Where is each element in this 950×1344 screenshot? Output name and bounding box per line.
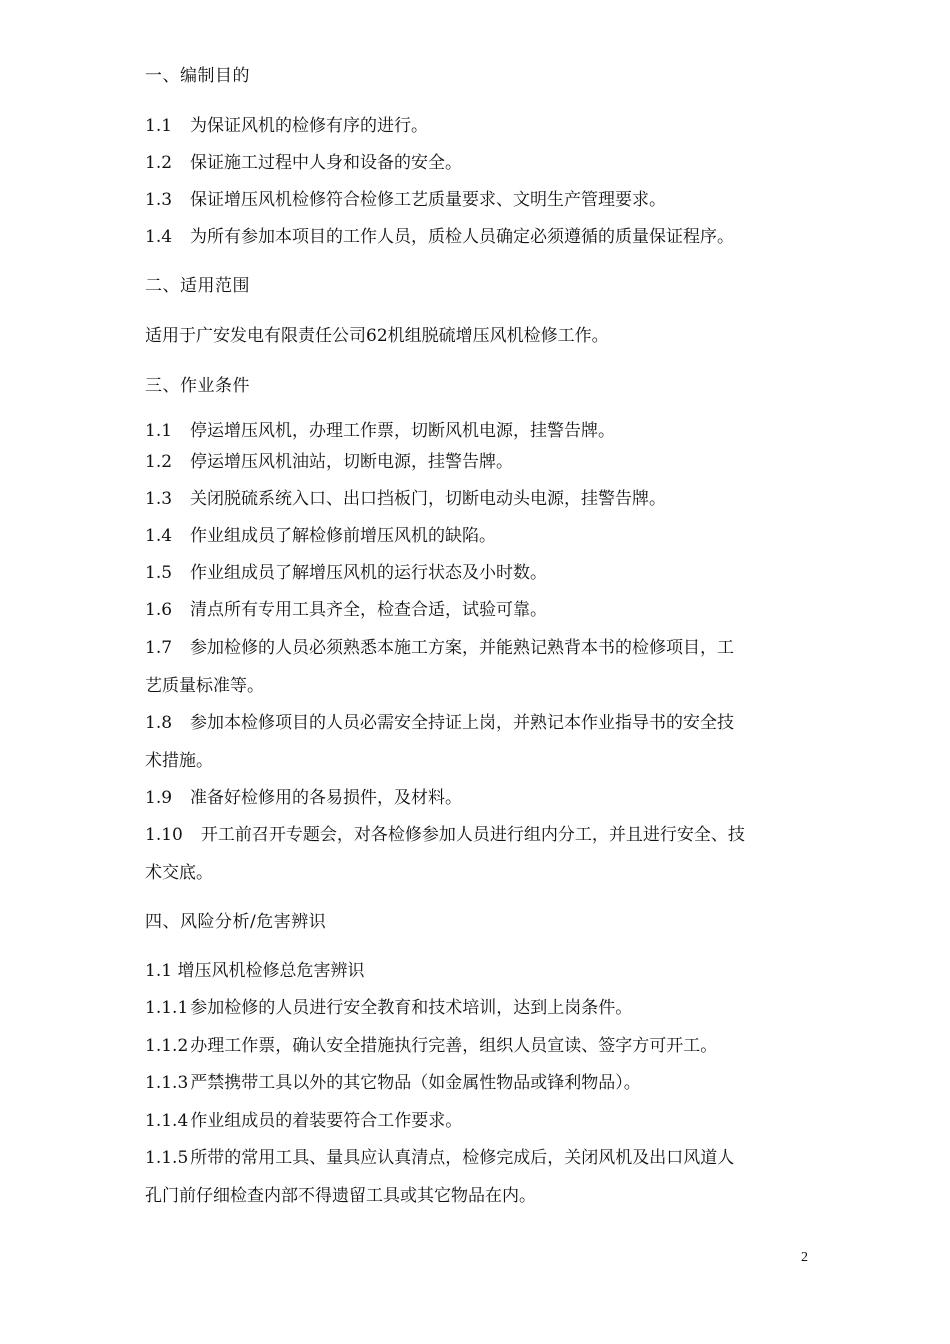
item-text: 为所有参加本项目的工作人员，质检人员确定必须遵循的质量保证程序。 (190, 227, 735, 247)
list-item (145, 562, 547, 584)
item-number: 1.2 (145, 153, 173, 173)
item-text: 保证增压风机检修符合检修工艺质量要求、文明生产管理要求。 (190, 190, 667, 210)
item-number: 1.9 (145, 788, 173, 808)
item-number: 1.5 (145, 563, 173, 583)
list-item (145, 451, 513, 473)
list-item (145, 1072, 641, 1094)
section-heading: 一、编制目的 (145, 66, 250, 86)
section-heading: 二、适用范围 (145, 276, 250, 296)
list-item (145, 189, 666, 211)
item-text: 作业组成员的着装要符合工作要求。 (190, 1111, 463, 1131)
item-text: 停运增压风机油站，切断电源，挂警告牌。 (190, 452, 514, 472)
list-item (145, 824, 745, 846)
item-number: 1.4 (145, 526, 173, 546)
list-item (145, 420, 615, 442)
list-item-continuation: 术交底。 (145, 863, 213, 883)
item-number: 1.1.5 (145, 1148, 189, 1168)
list-item (145, 599, 547, 621)
list-item (145, 152, 462, 174)
item-text: 所带的常用工具、量具应认真清点，检修完成后，关闭风机及出口风道人 (190, 1148, 735, 1168)
item-number: 1.10 (145, 825, 183, 845)
list-item (145, 787, 462, 809)
item-text: 停运增压风机，办理工作票，切断风机电源，挂警告牌。 (190, 421, 616, 441)
item-number: 1.1.1 (145, 998, 189, 1018)
item-text: 保证施工过程中人身和设备的安全。 (190, 153, 463, 173)
item-number: 1.8 (145, 713, 173, 733)
item-text: 为保证风机的检修有序的进行。 (190, 116, 429, 136)
item-number: 1.1.4 (145, 1111, 189, 1131)
item-number: 1.1 (145, 116, 173, 136)
item-number: 1.3 (145, 190, 173, 210)
item-number: 1.2 (145, 452, 173, 472)
item-text: 清点所有专用工具齐全，检查合适，试验可靠。 (190, 600, 548, 620)
item-text: 开工前召开专题会，对各检修参加人员进行组内分工，并且进行安全、技 (200, 825, 745, 845)
list-item-continuation: 孔门前仔细检查内部不得遗留工具或其它物品在内。 (145, 1186, 536, 1206)
item-text: 参加本检修项目的人员必需安全持证上岗，并熟记本作业指导书的安全技 (190, 713, 735, 733)
list-item (145, 115, 428, 137)
list-item (145, 525, 496, 547)
paragraph: 适用于广安发电有限责任公司62机组脱硫增压风机检修工作。 (145, 326, 609, 346)
item-text: 作业组成员了解检修前增压风机的缺陷。 (190, 526, 497, 546)
item-text: 关闭脱硫系统入口、出口挡板门，切断电动头电源，挂警告牌。 (190, 489, 667, 509)
item-number: 1.1.3 (145, 1073, 189, 1093)
item-text: 办理工作票，确认安全措施执行完善，组织人员宣读、签字方可开工。 (190, 1036, 718, 1056)
list-item (145, 488, 666, 510)
section-heading: 三、作业条件 (145, 376, 250, 396)
list-item (145, 637, 734, 659)
list-item (145, 1035, 717, 1057)
list-item (145, 997, 632, 1019)
list-item (145, 712, 734, 734)
list-item (145, 1110, 462, 1132)
item-number: 1.4 (145, 227, 173, 247)
item-text: 参加检修的人员必须熟悉本施工方案，并能熟记熟背本书的检修项目，工 (190, 638, 735, 658)
list-item-continuation: 术措施。 (145, 751, 213, 771)
item-text: 参加检修的人员进行安全教育和技术培训，达到上岗条件。 (190, 998, 633, 1018)
item-number: 1.1 (145, 421, 173, 441)
item-text: 严禁携带工具以外的其它物品（如金属性物品或锋利物品）。 (190, 1073, 641, 1093)
item-number: 1.1.2 (145, 1036, 189, 1056)
item-number: 1.7 (145, 638, 173, 658)
item-text: 准备好检修用的各易损件，及材料。 (190, 788, 463, 808)
list-item (145, 226, 734, 248)
list-item-continuation: 艺质量标准等。 (145, 676, 264, 696)
list-item (145, 1147, 734, 1169)
item-number: 1.6 (145, 600, 173, 620)
item-number: 1.3 (145, 489, 173, 509)
section-heading: 四、风险分析/危害辨识 (145, 912, 327, 932)
page-number: 2 (801, 1250, 808, 1265)
item-text: 作业组成员了解增压风机的运行状态及小时数。 (190, 563, 548, 583)
subsection-heading: 1.1 增压风机检修总危害辨识 (145, 961, 365, 981)
